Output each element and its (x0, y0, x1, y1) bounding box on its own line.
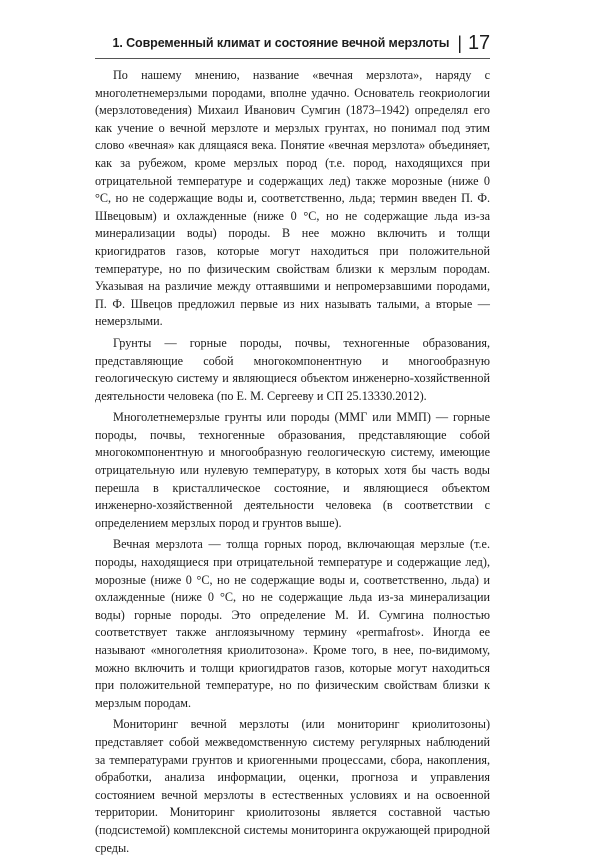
paragraph-monitoring-definition: Мониторинг вечной мерзлоты (или мониторинг криолитозоны) представляет собой межведомственную систему регулярных наблюдений за температурами грунтов и криогенными процессами, сбора, накопления, обработки, анализа информации, оценки, прогноза и управления состоянием вечной мерзлоты в естественных условиях и на освоенной территории. Мониторинг криолитозоны является составной частью (подсистемой) комплексной системы мониторинга окружающей природной среды. (95, 717, 490, 855)
page-body (95, 67, 490, 861)
chapter-title: 1. Современный климат и состояние вечной мерзлоты (112, 36, 450, 50)
header-separator: | (457, 33, 462, 53)
paragraph-permafrost-term: По нашему мнению, название «вечная мерзлота», наряду с многолетнемерзлыми породами, вполне удачно. Основатель геокриологии (мерзлотоведения) Михаил Иванович Сумгин (1873–1942) определял его как учение о вечной мерзлоте и мерзлых грунтах, но понимал под этим слово «вечная» как длящаяся века. Понятие «вечная мерзлота» объединяет, как за рубежом, кроме мерзлых пород (т.е. пород, находящихся при отрицательной температуре и содержащих лед) также морозные (ниже 0 °С, но не содержащие воды и, соответственно, льда; термин введен П. Ф. Швецовым) и охлажденные (ниже 0 °С, но не содержащие льда из-за минерализации воды) породы. В нее можно включить и толщи криогидратов газов, которые могут находиться при положительной температуре, но по физическим свойствам близки к мерзлым породам. Указывая на различие между оттаявшими и непромерзавшими породами, П. Ф. Швецов предложил первые из них называть талыми, а вторые — немерзлыми. (95, 68, 490, 329)
header-rule (95, 58, 490, 59)
running-header (95, 28, 490, 58)
paragraph-permafrost-definition: Вечная мерзлота — толща горных пород, включающая мерзлые (т.е. породы, находящиеся при отрицательной температуре и содержащие лед), морозные (ниже 0 °С, но не содержащие воды и, соответственно, льда) и охлажденные (ниже 0 °С, но не содержащие льда из-за минерализации воды) горные породы. Это определение М. И. Сумгина полностью соответствует также англоязычному термину «permafrost». Иногда ее называют «многолетняя криолитозона». Кроме того, в нее, по-видимому, можно включить и толщи криогидратов газов, которые могут находиться при положительной температуре, но по физическим свойствам близки к мерзлым породам. (95, 537, 490, 710)
paragraph-soils-definition: Грунты — горные породы, почвы, техногенные образования, представляющие собой многокомпонентную и многообразную геологическую систему и являющиеся объектом инженерно-хозяйственной деятельности человека (по Е. М. Сергееву и СП 25.13330.2012). (95, 335, 490, 403)
page-number: 17 (467, 32, 490, 54)
paragraph-mmg-definition: Многолетнемерзлые грунты или породы (ММГ или ММП) — горные породы, почвы, техногенные образования, представляющие собой многокомпонентную и многообразную геологическую систему, имеющие отрицательную или нулевую температуру, в которых хотя бы часть воды перешла в кристаллическое состояние, и являющиеся объектом инженерно-хозяйственной деятельности человека (в соответствии с определением мерзлых пород и грунтов выше). (95, 410, 490, 530)
